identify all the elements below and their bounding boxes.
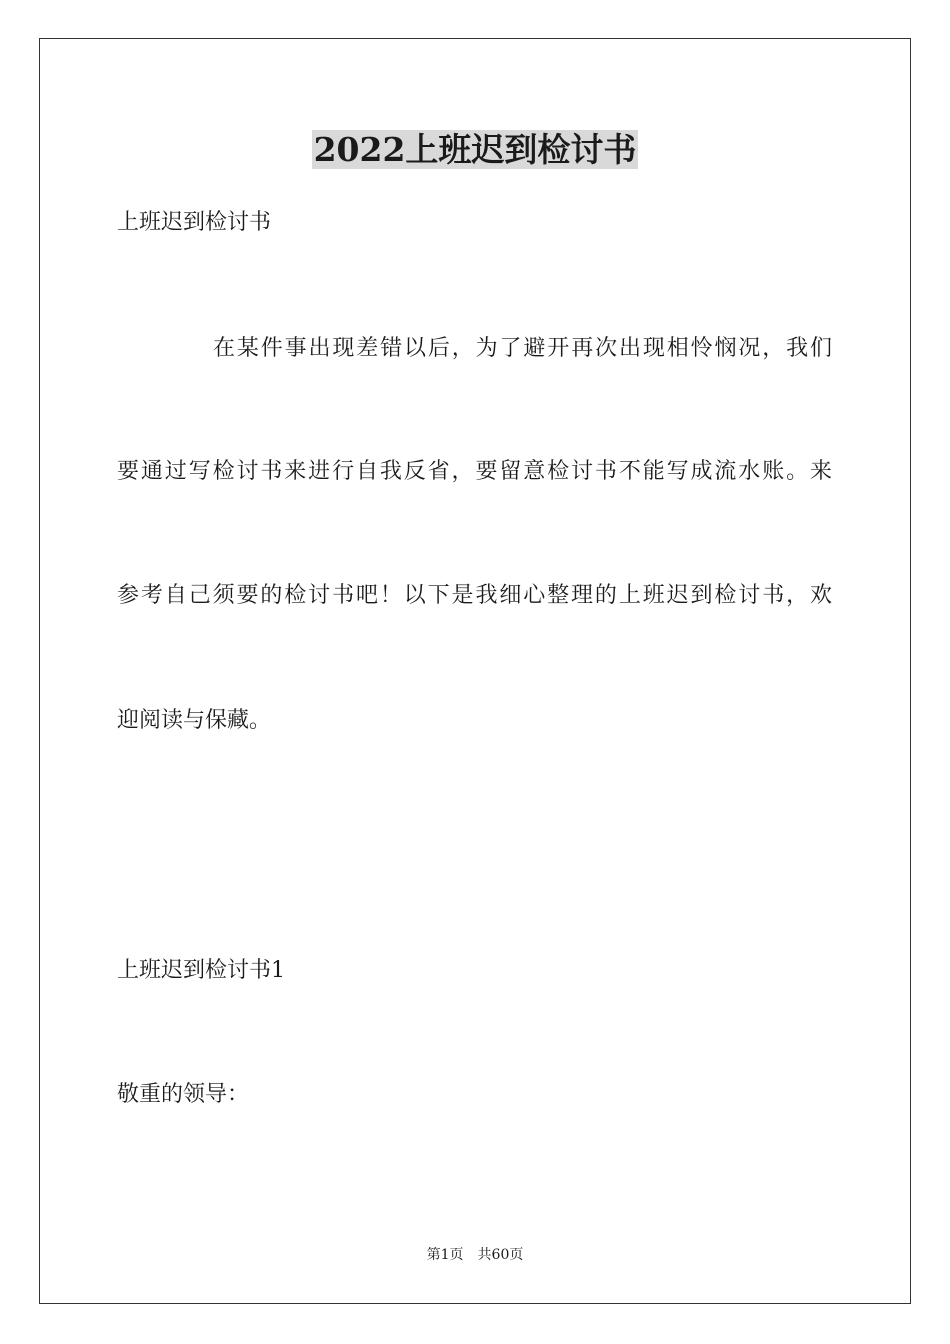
- document-title-text: 2022上班迟到检讨书: [313, 130, 637, 169]
- paragraph-line: 迎阅读与保藏。: [117, 708, 272, 733]
- paragraph-line: 要通过写检讨书来进行自我反省，要留意检讨书不能写成流水账。来: [117, 459, 832, 484]
- document-title: [0, 126, 950, 174]
- page-total: 共60页: [477, 1247, 524, 1263]
- page-footer: [0, 1245, 950, 1265]
- paragraph-line: 在某件事出现差错以后，为了避开再次出现相怜悯况，我们: [213, 336, 832, 361]
- paragraph-line: 参考自己须要的检讨书吧！以下是我细心整理的上班迟到检讨书，欢: [117, 583, 832, 608]
- document-subtitle: 上班迟到检讨书: [117, 210, 272, 235]
- section-heading: 上班迟到检讨书1: [117, 958, 285, 983]
- salutation: 敬重的领导：: [117, 1082, 250, 1107]
- page-number: 第1页: [426, 1247, 464, 1263]
